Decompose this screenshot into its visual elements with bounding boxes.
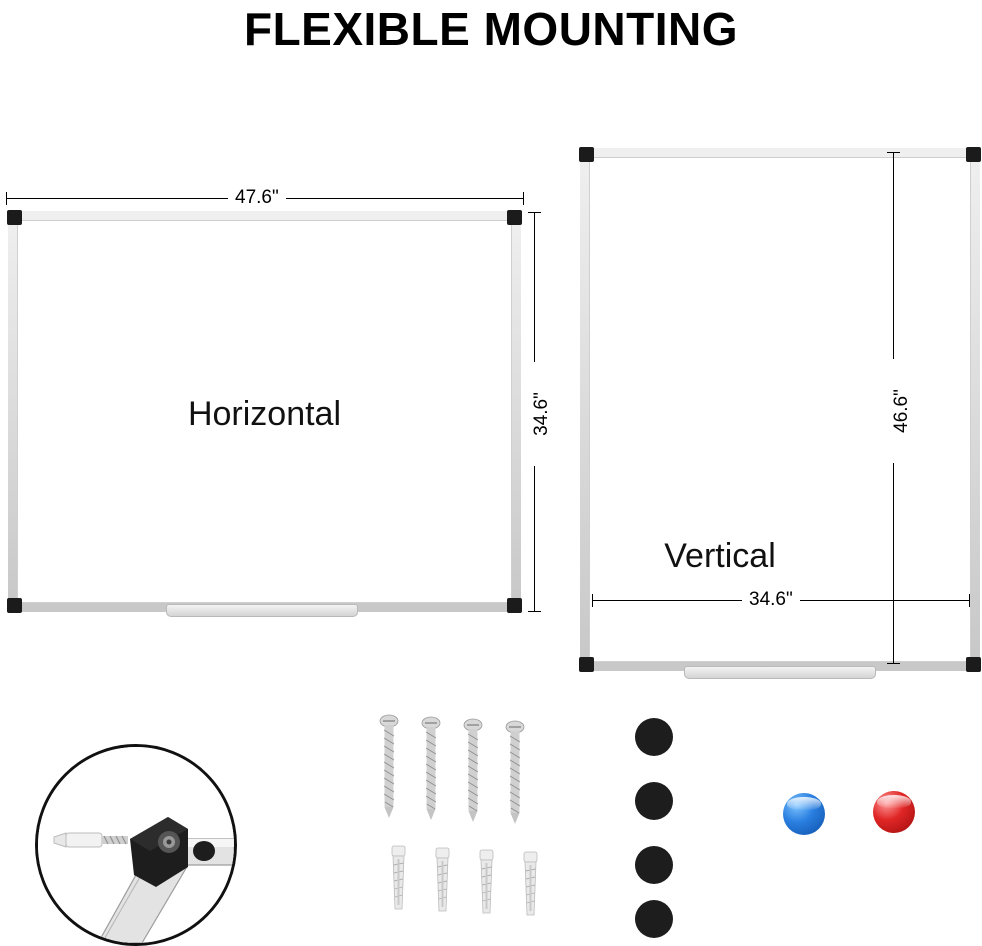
horizontal-width-tick-left xyxy=(6,192,7,205)
wall-anchors-group xyxy=(388,843,584,925)
wall-mount-bracket-illustration xyxy=(38,747,234,943)
black-magnet xyxy=(635,782,673,820)
black-magnet xyxy=(635,718,673,756)
blue-magnet xyxy=(783,793,825,835)
horizontal-height-tick-bottom xyxy=(528,611,541,612)
black-magnet xyxy=(635,900,673,938)
screws-group xyxy=(372,714,552,824)
horizontal-height-tick-top xyxy=(528,212,541,213)
red-magnet xyxy=(873,791,915,833)
horizontal-width-label: 47.6" xyxy=(228,187,286,209)
vertical-width-label: 34.6" xyxy=(742,589,800,611)
blue-magnet-highlight xyxy=(787,797,821,810)
horizontal-width-tick-right xyxy=(523,192,524,205)
vertical-width-tick-right xyxy=(969,594,970,607)
horizontal-board-label: Horizontal xyxy=(187,395,342,433)
corner-bracket-icon xyxy=(7,210,22,225)
horizontal-whiteboard xyxy=(8,211,521,612)
corner-bracket-icon xyxy=(7,598,22,613)
corner-bracket-icon xyxy=(966,147,981,162)
vertical-height-tick-top xyxy=(887,152,900,153)
vertical-width-tick-left xyxy=(592,594,593,607)
corner-bracket-icon xyxy=(966,657,981,672)
corner-bracket-icon xyxy=(507,210,522,225)
page-title: FLEXIBLE MOUNTING xyxy=(243,3,739,55)
vertical-height-tick-bottom xyxy=(887,663,900,664)
wall-mount-bracket-photo xyxy=(35,744,237,946)
vertical-board-label: Vertical xyxy=(664,537,776,575)
corner-bracket-icon xyxy=(579,657,594,672)
horizontal-pen-tray xyxy=(166,604,358,617)
red-magnet-highlight xyxy=(877,795,911,808)
vertical-height-label: 46.6" xyxy=(891,359,913,463)
corner-bracket-icon xyxy=(507,598,522,613)
vertical-pen-tray xyxy=(684,666,876,679)
black-magnet xyxy=(635,846,673,884)
corner-bracket-icon xyxy=(579,147,594,162)
horizontal-height-label: 34.6" xyxy=(531,362,553,466)
